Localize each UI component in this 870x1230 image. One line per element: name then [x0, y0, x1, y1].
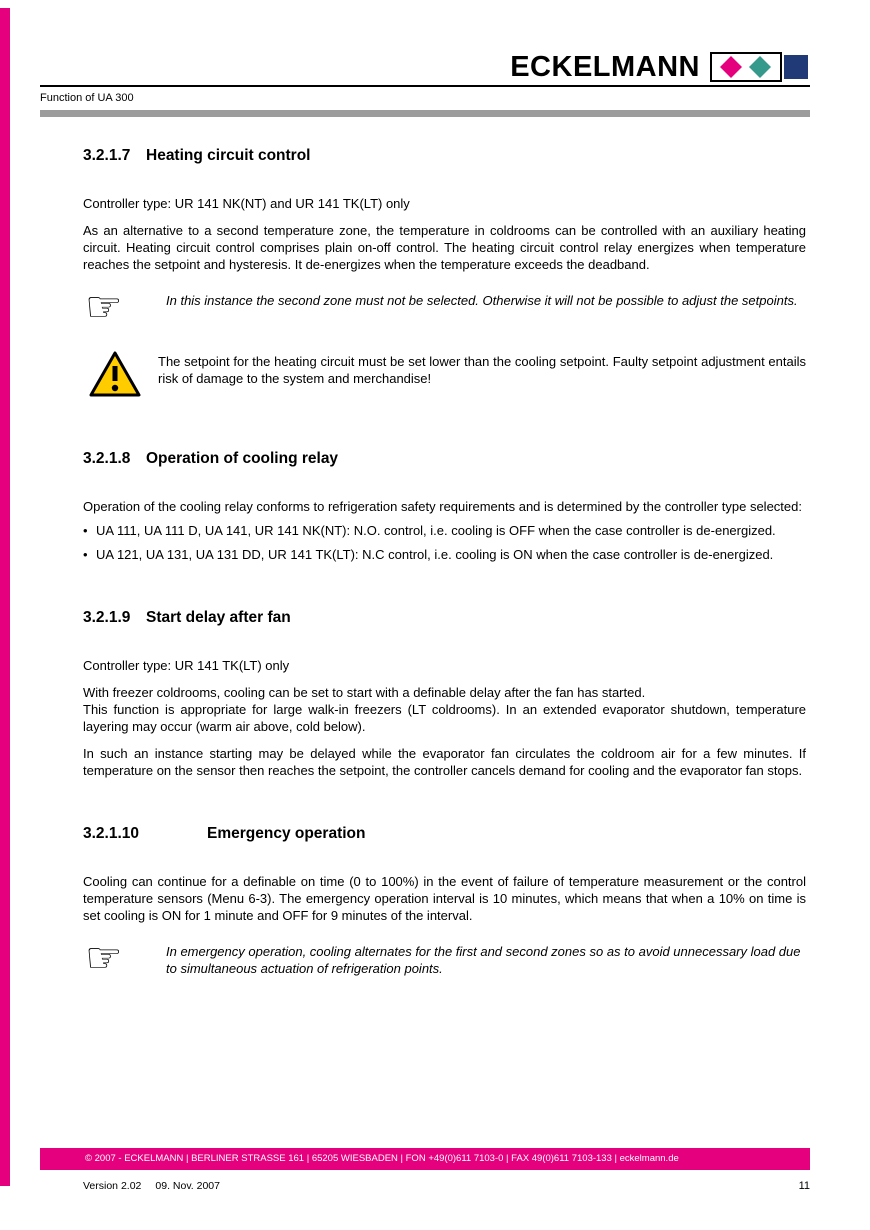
note-block [83, 282, 806, 331]
section-heading-emergency [83, 825, 806, 843]
paragraph: In such an instance starting may be delayed while the evaporator fan circulates the coldroom air for a few minutes. If temperature on the sensor then reaches the setpoint, the controller cancels demand for cooling and the evaporator fan stops. [83, 746, 806, 778]
date-label: 09. Nov. 2007 [155, 1180, 220, 1192]
section-title: Emergency operation [207, 825, 366, 842]
section-number: 3.2.1.10 [83, 825, 140, 842]
section-title: Heating circuit control [146, 147, 311, 164]
paragraph: With freezer coldrooms, cooling can be set to start with a definable delay after the fan has started. [83, 685, 646, 700]
section-heading-start-delay [83, 609, 806, 627]
bullet-icon: • [83, 523, 88, 538]
paragraph: Operation of the cooling relay conforms to refrigeration safety requirements and is determined by the controller type selected: [83, 499, 802, 514]
section-number: 3.2.1.7 [83, 147, 131, 164]
header-divider-bar [40, 110, 810, 117]
warning-text: The setpoint for the heating circuit must be set lower than the cooling setpoint. Faulty setpoint adjustment entails risk of damage to the system and merchandise! [158, 354, 806, 386]
list-item-text: UA 111, UA 111 D, UA 141, UR 141 NK(NT): N.O. control, i.e. cooling is OFF when the case controller is de-energized. [96, 523, 776, 538]
eckelmann-logo-icon [710, 52, 810, 82]
document-header-title: Function of UA 300 [40, 92, 134, 104]
page-number: 11 [798, 1180, 810, 1192]
list-item-text: UA 121, UA 131, UA 131 DD, UR 141 TK(LT): N.C control, i.e. cooling is ON when the case controller is de-energized. [96, 547, 774, 562]
left-accent-bar [0, 8, 10, 1186]
page-content [83, 147, 806, 982]
warning-block [83, 349, 806, 404]
note-text: In emergency operation, cooling alternates for the first and second zones so as to avoid unnecessary load due to simultaneous actuation of refrigeration points. [166, 944, 801, 976]
page-footer [40, 1148, 810, 1192]
paragraph: This function is appropriate for large walk-in freezers (LT coldrooms). In an extended evaporator shutdown, temperature layering may occur (warm air above, cold below). [83, 702, 806, 734]
section-heading-cooling-relay [83, 450, 806, 468]
controller-type-line: Controller type: UR 141 TK(LT) only [83, 658, 290, 673]
note-text: In this instance the second zone must not be selected. Otherwise it will not be possible to adjust the setpoints. [166, 293, 798, 308]
section-title: Start delay after fan [146, 609, 291, 626]
controller-type-line: Controller type: UR 141 NK(NT) and UR 141 TK(LT) only [83, 196, 410, 211]
copyright-bar: © 2007 - ECKELMANN | BERLINER STRASSE 161 | 65205 WIESBADEN | FON +49(0)611 7103-0 | FAX 49(0)611 7103-133 | eckelmann.de [40, 1148, 810, 1170]
list-item [83, 546, 806, 563]
bullet-icon: • [83, 547, 88, 562]
footer-meta [40, 1180, 810, 1192]
paragraph: Cooling can continue for a definable on time (0 to 100%) in the event of failure of temperature measurement or the control temperature sensors (Menu 6-3). The emergency operation interval is 10 minutes, which means that when a 10% on time is set cooling is ON for 1 minute and OFF for 9 minutes of the interval. [83, 874, 806, 923]
note-block [83, 933, 806, 982]
logo-wordmark: ECKELMANN [510, 50, 700, 83]
page-header [40, 0, 810, 117]
logo-row [40, 52, 810, 87]
section-number: 3.2.1.8 [83, 450, 131, 467]
paragraph: As an alternative to a second temperature zone, the temperature in coldrooms can be controlled with an auxiliary heating circuit. Heating circuit control comprises plain on-off control. The heating circuit control relay energizes when temperature reaches the setpoint and hysteresis. It de-energizes when the temperature exceeds the deadband. [83, 223, 806, 272]
section-title: Operation of cooling relay [146, 450, 339, 467]
warning-triangle-icon [83, 349, 158, 404]
section-heading-heating [83, 147, 806, 165]
pointing-hand-icon: ☞ [85, 933, 123, 982]
pointing-hand-icon: ☞ [85, 282, 123, 331]
section-number: 3.2.1.9 [83, 609, 131, 626]
version-label: Version 2.02 [83, 1180, 142, 1192]
list-item [83, 522, 806, 539]
